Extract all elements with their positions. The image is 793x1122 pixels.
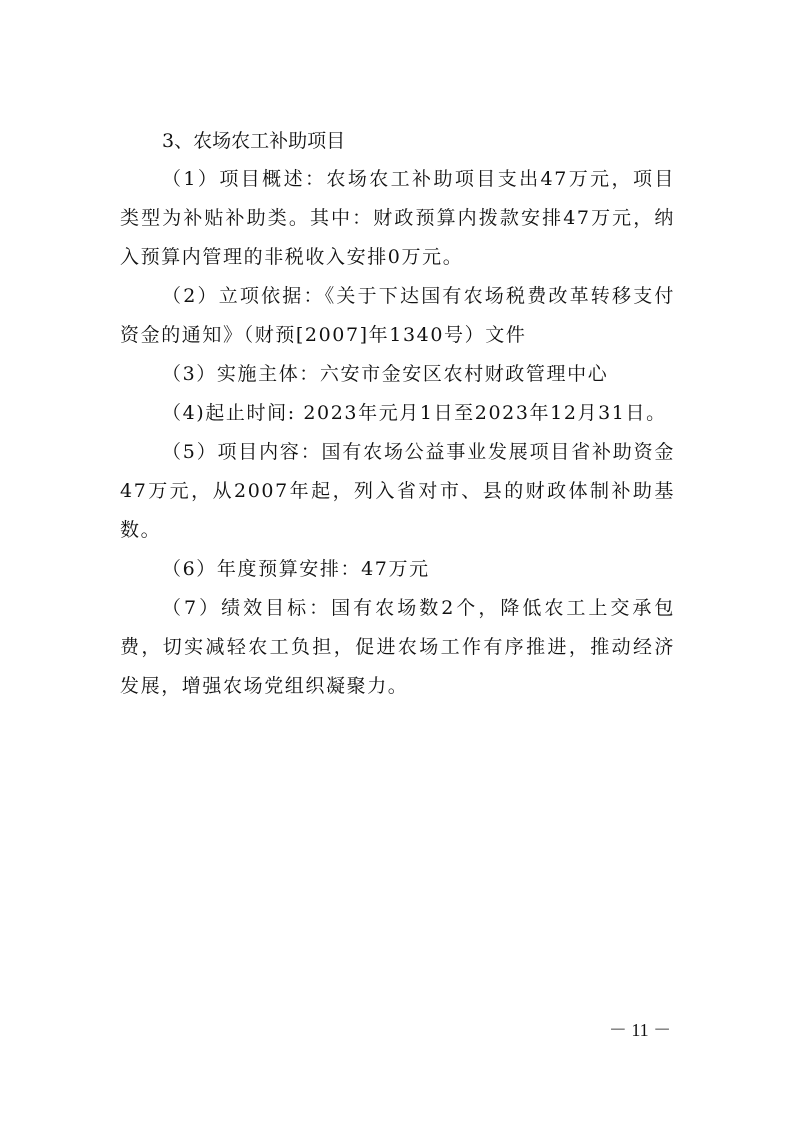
paragraph-implementer: （3）实施主体：六安市金安区农村财政管理中心	[162, 363, 609, 385]
paragraph-budget: （6）年度预算安排：47万元	[162, 558, 430, 580]
paragraph-period: （4)起止时间: 2023年元月1日至2023年12月31日。	[162, 402, 667, 424]
paragraph-basis: （2）立项依据：《关于下达国有农场税费改革转移支付资金的通知》（财预[2007]年1340号）文件	[120, 285, 675, 346]
page-number: － 11 －	[608, 1020, 672, 1040]
paragraph-overview: （1）项目概述：农场农工补助项目支出47万元，项目类型为补贴补助类。其中：财政预算内拨款安排47万元，纳入预算内管理的非税收入安排0万元。	[120, 168, 675, 268]
paragraph-content: （5）项目内容：国有农场公益事业发展项目省补助资金47万元，从2007年起，列入省对市、县的财政体制补助基数。	[120, 441, 675, 541]
document-body	[120, 122, 675, 706]
section-heading: 3、农场农工补助项目	[162, 130, 346, 152]
paragraph-goals: （7）绩效目标：国有农场数2个，降低农工上交承包费，切实减轻农工负担，促进农场工作有序推进，推动经济发展，增强农场党组织凝聚力。	[120, 597, 675, 697]
